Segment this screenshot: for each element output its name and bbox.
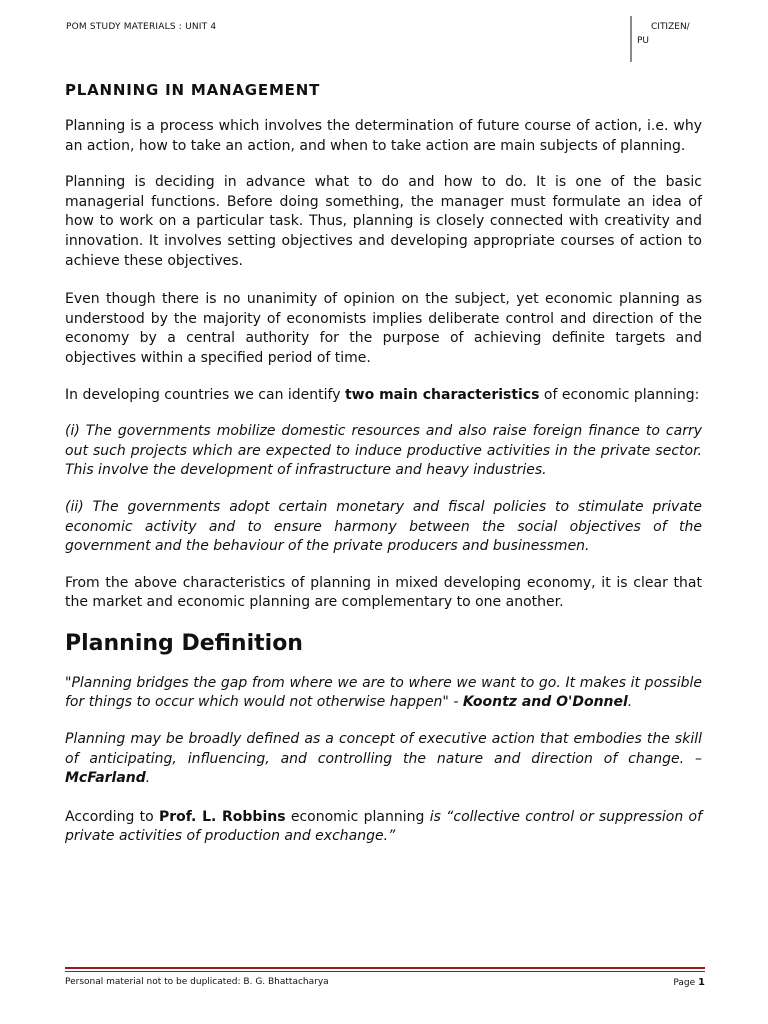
paragraph-3: Even though there is no unanimity of opinion on the subject, yet economic planning as understood by the majority of economists implies deliberate control and direction of the economy by a central authority for the purpose of achieving definite targets and objectives within a specified period of time. (65, 291, 702, 366)
characteristic-1: (i) The governments mobilize domestic resources and also raise foreign finance to carry out such projects which are expected to induce productive activities in the private sector. This involve the development of infrastructure and heavy industries. (65, 423, 702, 479)
paragraph-4-start: In developing countries we can identify (65, 386, 345, 403)
header-institution-line1: CITIZEN/ (651, 22, 690, 32)
footer-disclaimer: Personal material not to be duplicated: B. G. Bhattacharya (65, 977, 329, 987)
paragraph-1: Planning is a process which involves the determination of future course of action, i.e. why an action, how to take an action, and when to take action are main subjects of planning. (65, 118, 702, 154)
definition-3-mid: economic planning (285, 808, 430, 825)
definition-3-start: According to (65, 808, 159, 825)
paragraph-2: Planning is deciding in advance what to do and how to do. It is one of the basic managerial functions. Before doing something, the manager must formulate an idea of how to work on a particular task. Thus, planning is closely connected with creativity and innovation. It involves setting objectives and developing appropriate courses of action to achieve these objectives. (65, 174, 702, 269)
footer-page-number (673, 977, 705, 988)
header-institution-line2: PU (637, 36, 650, 46)
header-divider (630, 16, 632, 62)
page-label: Page (673, 978, 699, 988)
paragraph-4 (65, 386, 702, 406)
header-course-label: POM STUDY MATERIALS : UNIT 4 (66, 22, 217, 32)
paragraph-7: From the above characteristics of planning in mixed developing economy, it is clear that the market and economic planning are complementary to one another. (65, 574, 702, 611)
definition-1-author: Koontz and O'Donnel (462, 694, 628, 711)
definition-1 (65, 674, 702, 713)
page-title: PLANNING IN MANAGEMENT (65, 81, 321, 99)
definition-2 (65, 730, 702, 789)
paragraph-4-end: of economic planning: (539, 386, 700, 403)
footer-rule-thick (65, 967, 705, 969)
page-number: 1 (698, 977, 705, 988)
definition-1-end: . (627, 694, 633, 711)
footer-rule-thin (65, 971, 705, 972)
page-body (65, 80, 702, 847)
paragraph-4-emphasis: two main characteristics (344, 386, 540, 403)
definition-3-quote: is “collective control or suppression of private activities of production and exchange.” (65, 808, 703, 845)
definition-1-quote: "Planning bridges the gap from where we are to where we want to go. It makes it possible for things to occur which would not otherwise happen" - (65, 674, 702, 711)
definition-2-end: . (145, 770, 151, 787)
definition-3-author: Prof. L. Robbins (158, 808, 286, 825)
definition-heading: Planning Definition (65, 630, 303, 656)
definition-3 (65, 808, 702, 847)
definition-2-author: McFarland (65, 770, 146, 787)
definition-2-text: Planning may be broadly defined as a concept of executive action that embodies the skill of anticipating, influencing, and controlling the nature and direction of change. – (65, 731, 702, 767)
characteristic-2: (ii) The governments adopt certain monetary and fiscal policies to stimulate private economic activity and to ensure harmony between the social objectives of the government and the behaviour of the private producers and businessmen. (65, 498, 702, 555)
